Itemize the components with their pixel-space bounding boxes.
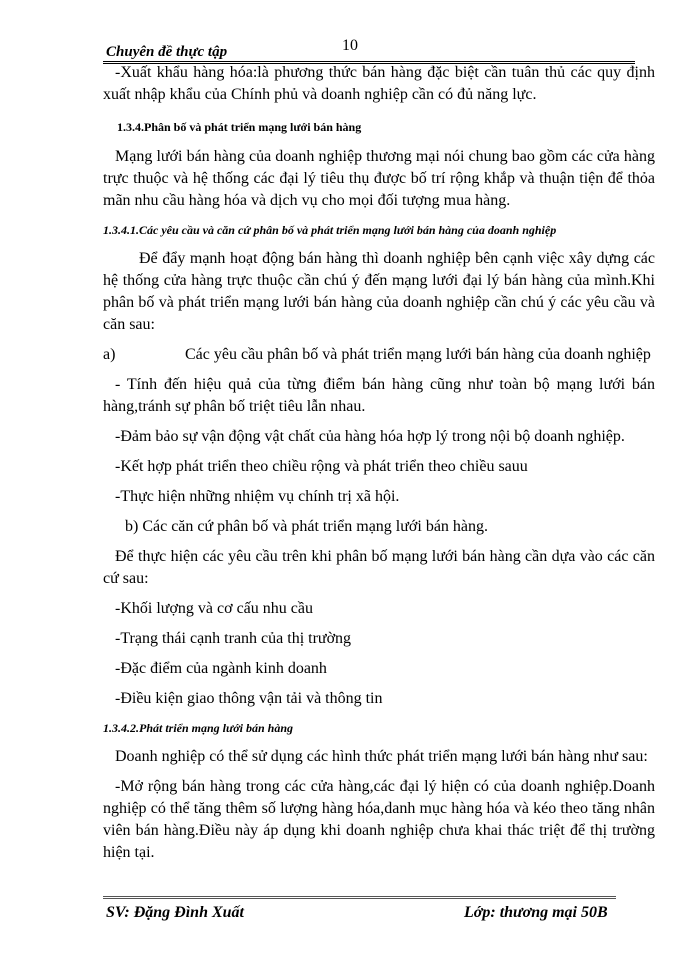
list-item-b: b) Các căn cứ phân bố và phát triển mạng lưới bán hàng. <box>125 518 489 535</box>
paragraph-combine-development: -Kết hợp phát triển theo chiều rộng và phát triển theo chiều sauu <box>115 458 528 475</box>
footer-class: Lớp: thương mại 50B <box>464 904 608 921</box>
header-title: Chuyên đề thực tập <box>106 44 228 60</box>
heading-1-3-4: 1.3.4.Phân bố và phát triển mạng lưới bán hàng <box>117 120 362 134</box>
heading-1-3-4-2: 1.3.4.2.Phát triển mạng lưới bán hàng <box>103 721 294 735</box>
list-item-a-text: Các yêu cầu phân bố và phát triển mạng lưới bán hàng của doanh nghiệp <box>185 346 651 363</box>
paragraph-export: -Xuất khẩu hàng hóa:là phương thức bán hàng đặc biệt cần tuân thủ các quy định xuất nhập khẩu của Chính phủ và doanh nghiệp cần có đủ năng lực. <box>103 64 655 103</box>
document-body <box>103 62 655 872</box>
paragraph-development-forms: Doanh nghiệp có thể sử dụng các hình thức phát triển mạng lưới bán hàng như sau: <box>115 748 648 765</box>
list-item-demand: -Khối lượng và cơ cấu nhu cầu <box>115 600 313 617</box>
page-number: 10 <box>342 37 358 54</box>
paragraph-political-tasks: -Thực hiện những nhiệm vụ chính trị xã hội. <box>115 488 400 505</box>
paragraph-promote-sales: Để đẩy mạnh hoạt động bán hàng thì doanh nghiệp bên cạnh việc xây dựng các hệ thống cửa hàng trực thuộc cần chú ý đến mạng lưới đại lý bán hàng của mình.Khi phân bố và phát triển mạng lưới bán hàng của doanh nghiệp cần chú ý các yêu cầu và căn sau: <box>103 250 655 333</box>
paragraph-efficiency: - Tính đến hiệu quả của từng điểm bán hàng cũng như toàn bộ mạng lưới bán hàng,tránh sự phân bố triệt tiêu lẫn nhau. <box>103 376 655 415</box>
heading-1-3-4-1: 1.3.4.1.Các yêu cầu và căn cứ phân bố và phát triển mạng lưới bán hàng của doanh nghiệp <box>103 223 557 237</box>
list-marker-a: a) <box>103 346 116 363</box>
list-item-industry: -Đặc điểm của ngành kinh doanh <box>115 660 327 677</box>
list-item-transport: -Điều kiện giao thông vận tải và thông tin <box>115 690 383 707</box>
paragraph-requirements-basis: Để thực hiện các yêu cầu trên khi phân bố mạng lưới bán hàng cần dựa vào các căn cứ sau: <box>103 548 655 587</box>
footer-divider <box>103 896 616 899</box>
paragraph-material-movement: -Đảm bảo sự vận động vật chất của hàng hóa hợp lý trong nội bộ doanh nghiệp. <box>115 428 625 445</box>
list-item-a <box>103 344 655 366</box>
paragraph-expand-sales: -Mở rộng bán hàng trong các cửa hàng,các đại lý hiện có của doanh nghiệp.Doanh nghiệp có thể tăng thêm số lượng hàng hóa,danh mục hàng hóa và kéo theo tăng nhân viên bán hàng.Điều này áp dụng khi doanh nghiệp chưa khai thác triệt để thị trường hiện tại. <box>103 778 655 861</box>
paragraph-network-definition: Mạng lưới bán hàng của doanh nghiệp thương mại nói chung bao gồm các cửa hàng trực thuộc và hệ thống các đại lý tiêu thụ được bố trí rộng khắp và thuận tiện để thỏa mãn nhu cầu hàng hóa và dịch vụ cho mọi đối tượng mua hàng. <box>103 148 655 209</box>
footer-student: SV: Đặng Đình Xuất <box>106 904 244 921</box>
list-item-competition: -Trạng thái cạnh tranh của thị trường <box>115 630 352 647</box>
